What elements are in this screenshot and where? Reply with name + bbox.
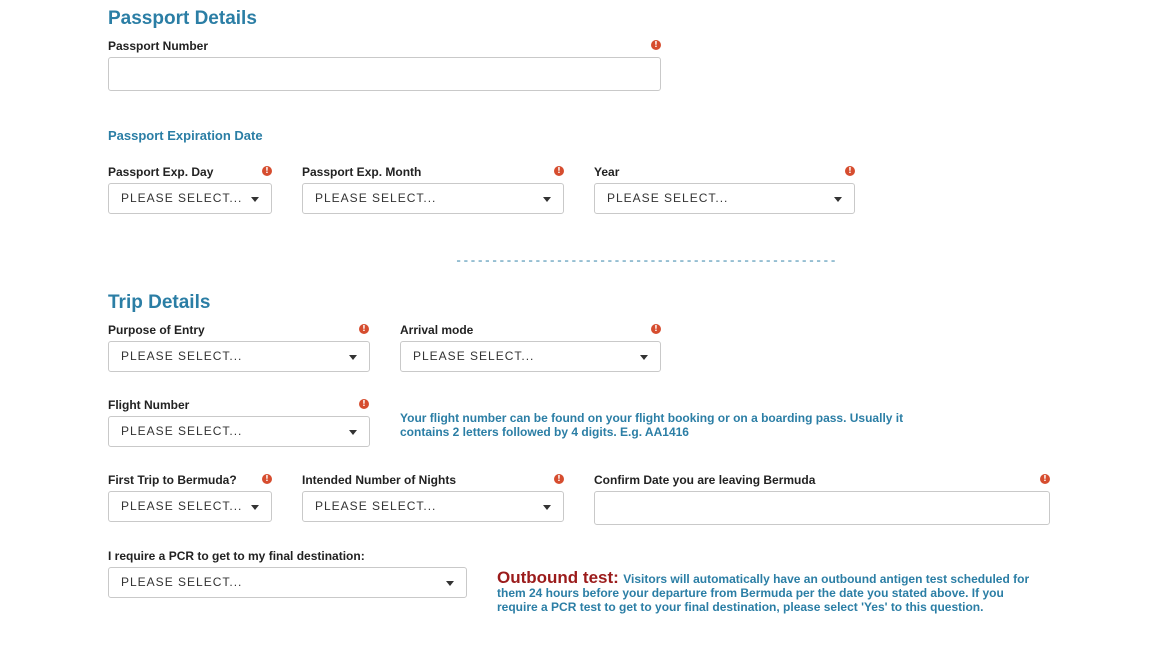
- pcr-label: I require a PCR to get to my final destination:: [108, 549, 365, 563]
- passport-number-label: Passport Number: [108, 39, 209, 53]
- purpose-label: Purpose of Entry: [108, 323, 205, 337]
- trip-section-title: Trip Details: [108, 292, 211, 313]
- passport-expiration-title: Passport Expiration Date: [108, 128, 263, 143]
- caret-down-icon: [543, 505, 551, 510]
- select-value: PLEASE SELECT...: [121, 424, 243, 438]
- flight-number-label: Flight Number: [108, 398, 190, 412]
- required-icon: !: [554, 166, 564, 176]
- select-value: PLEASE SELECT...: [121, 191, 243, 205]
- flight-number-select[interactable]: [108, 416, 370, 447]
- select-value: PLEASE SELECT...: [413, 349, 535, 363]
- arrival-mode-label: Arrival mode: [400, 323, 474, 337]
- caret-down-icon: [543, 197, 551, 202]
- pcr-select[interactable]: [108, 567, 467, 598]
- outbound-title: Outbound test:: [497, 568, 619, 587]
- caret-down-icon: [349, 355, 357, 360]
- select-value: PLEASE SELECT...: [315, 499, 437, 513]
- passport-section-title: Passport Details: [108, 8, 257, 29]
- select-value: PLEASE SELECT...: [315, 191, 437, 205]
- required-icon: !: [651, 40, 661, 50]
- nights-label: Intended Number of Nights: [302, 473, 456, 487]
- passport-number-input[interactable]: [108, 57, 661, 91]
- select-value: PLEASE SELECT...: [121, 499, 243, 513]
- passport-exp-month-select[interactable]: [302, 183, 564, 214]
- required-icon: !: [845, 166, 855, 176]
- select-value: PLEASE SELECT...: [121, 575, 243, 589]
- first-trip-label: First Trip to Bermuda?: [108, 473, 237, 487]
- caret-down-icon: [251, 197, 259, 202]
- required-icon: !: [262, 166, 272, 176]
- outbound-test-notice: [497, 568, 1097, 614]
- caret-down-icon: [349, 430, 357, 435]
- leaving-date-input[interactable]: [594, 491, 1050, 525]
- required-icon: !: [554, 474, 564, 484]
- arrival-mode-select[interactable]: [400, 341, 661, 372]
- leaving-date-label: Confirm Date you are leaving Bermuda: [594, 473, 816, 487]
- outbound-line: them 24 hours before your departure from Bermuda per the date you stated above. If you: [497, 586, 1004, 600]
- required-icon: !: [359, 399, 369, 409]
- required-icon: !: [359, 324, 369, 334]
- help-line: Your flight number can be found on your flight booking or on a boarding pass. Usually it: [400, 411, 904, 425]
- required-icon: !: [262, 474, 272, 484]
- flight-number-help: [400, 411, 903, 439]
- caret-down-icon: [251, 505, 259, 510]
- first-trip-select[interactable]: [108, 491, 272, 522]
- passport-exp-month-label: Passport Exp. Month: [302, 165, 422, 179]
- select-value: PLEASE SELECT...: [121, 349, 243, 363]
- passport-exp-day-label: Passport Exp. Day: [108, 165, 214, 179]
- required-icon: !: [1040, 474, 1050, 484]
- required-icon: !: [651, 324, 661, 334]
- help-line: contains 2 letters followed by 4 digits. E.g. AA1416: [400, 425, 689, 439]
- select-value: PLEASE SELECT...: [607, 191, 729, 205]
- passport-exp-year-label: Year: [594, 165, 620, 179]
- caret-down-icon: [834, 197, 842, 202]
- nights-select[interactable]: [302, 491, 564, 522]
- passport-exp-day-select[interactable]: [108, 183, 272, 214]
- outbound-first-line: [497, 568, 1097, 588]
- caret-down-icon: [640, 355, 648, 360]
- purpose-select[interactable]: [108, 341, 370, 372]
- outbound-line: Visitors will automatically have an outbound antigen test scheduled for: [623, 572, 1030, 586]
- outbound-line: require a PCR test to get to your final destination, please select 'Yes' to this question.: [497, 600, 984, 614]
- section-divider: -----------------------------------------------------: [455, 254, 837, 268]
- passport-exp-year-select[interactable]: [594, 183, 855, 214]
- caret-down-icon: [446, 581, 454, 586]
